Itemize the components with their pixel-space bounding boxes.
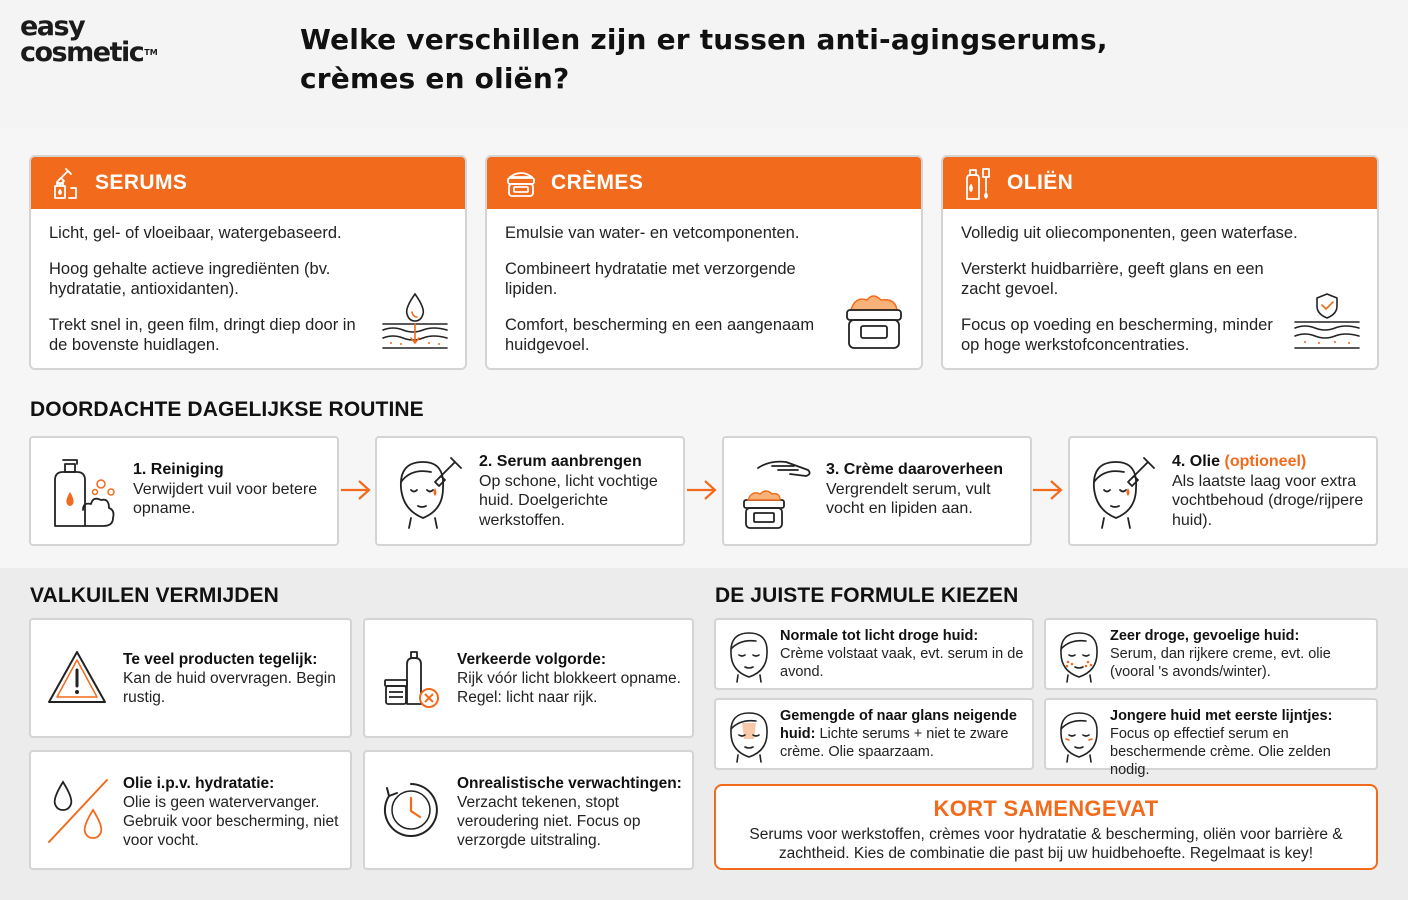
cremes-text-3: Comfort, bescherming en een aangenaam huidgevoel. — [505, 316, 815, 354]
pitfall-1-desc: Kan de huid overvragen. Begin rustig. — [123, 670, 336, 706]
routine-step-1 — [29, 436, 339, 546]
formula-4-desc: Focus op effectief serum en beschermende crème. Olie zelden nodig. — [1110, 726, 1331, 778]
serums-text-3: Trekt snel in, geen film, dringt diep door in de bovenste huidlagen. — [49, 316, 356, 354]
pitfall-card-2 — [363, 618, 694, 738]
formula-3-title: Gemengde of naar glans neigende huid: — [780, 708, 1017, 742]
page-title: Welke verschillen zijn er tussen anti-agingserums, crèmes en oliën? — [300, 23, 1108, 95]
pitfall-4-text — [457, 774, 684, 850]
routine-step-2 — [375, 436, 685, 546]
arrow-right-icon — [339, 478, 373, 502]
formula-1-desc: Crème volstaat vaak, evt. serum in de avond. — [780, 646, 1024, 680]
formula-card-1 — [714, 618, 1034, 690]
formula-1-title: Normale tot licht droge huid: — [780, 628, 979, 644]
olien-text-2: Versterkt huidbarrière, geeft glans en een zacht gevoel. — [961, 260, 1264, 298]
formula-title: DE JUISTE FORMULE KIEZEN — [715, 584, 1019, 607]
routine-step-2-title: 2. Serum aanbrengen — [479, 453, 642, 470]
formula-card-3 — [714, 698, 1034, 770]
formula-2-text — [1110, 627, 1372, 681]
formula-card-4 — [1044, 698, 1378, 778]
brand-logo[interactable] — [20, 11, 190, 68]
pitfall-3-desc: Olie is geen watervervanger. Gebruik voor bescherming, niet voor vocht. — [123, 794, 339, 849]
face-dropper-icon — [391, 452, 471, 532]
pitfall-card-3 — [29, 750, 352, 870]
serums-text-1: Licht, gel- of vloeibaar, watergebaseerd. — [49, 224, 342, 242]
pitfall-1-title: Te veel producten tegelijk: — [123, 651, 318, 668]
warning-icon — [45, 646, 109, 710]
face-combination-icon — [726, 709, 772, 763]
routine-step-4-optional: (optioneel) — [1224, 453, 1307, 470]
face-young-icon — [1056, 709, 1102, 763]
formula-3-text — [780, 707, 1028, 761]
arrow-right-icon — [685, 478, 719, 502]
olien-header — [943, 157, 1377, 209]
summary-box — [714, 784, 1378, 870]
cremes-text-2: Combineert hydratatie met verzorgende lipiden. — [505, 260, 796, 298]
formula-3-desc: Lichte serums + niet te zware crème. Olie spaarzaam. — [780, 726, 1009, 760]
formula-2-title: Zeer droge, gevoelige huid: — [1110, 628, 1300, 644]
cremes-title: CRÈMES — [551, 171, 644, 194]
wrong-order-icon — [379, 646, 443, 710]
formula-4-title: Jongere huid met eerste lijntjes: — [1110, 708, 1333, 724]
pitfall-3-title: Olie i.p.v. hydratatie: — [123, 775, 275, 792]
cremes-header — [487, 157, 921, 209]
routine-title: DOORDACHTE DAGELIJKSE ROUTINE — [30, 398, 424, 421]
olien-title: OLIËN — [1007, 171, 1074, 194]
pitfall-4-title: Onrealistische verwachtingen: — [457, 775, 682, 792]
serums-title: SERUMS — [95, 171, 188, 194]
serums-header — [31, 157, 465, 209]
pitfall-card-4 — [363, 750, 694, 870]
olien-card — [941, 155, 1379, 370]
cremes-card — [485, 155, 923, 370]
formula-2-desc: Serum, dan rijkere creme, evt. olie (vooral 's avonds/winter). — [1110, 646, 1331, 680]
brand-line-1: easy — [20, 11, 85, 42]
hand-cream-jar-icon — [738, 452, 818, 532]
shield-skin-barrier-icon — [1291, 290, 1363, 354]
trademark: TM — [144, 48, 158, 57]
dropper-bottle-icon — [49, 166, 81, 200]
routine-step-2-text — [479, 452, 673, 530]
arrow-right-icon — [1031, 478, 1065, 502]
routine-step-4-text — [1172, 452, 1366, 530]
pitfall-4-desc: Verzacht tekenen, stopt veroudering niet. Focus op verzorgde uitstraling. — [457, 794, 641, 849]
formula-card-2 — [1044, 618, 1378, 690]
drops-crossed-icon — [45, 776, 113, 846]
routine-step-4-desc: Als laatste laag voor extra vochtbehoud (droge/rijpere huid). — [1172, 472, 1364, 529]
routine-step-4-title: 4. Olie — [1172, 453, 1221, 470]
routine-step-3-title: 3. Crème daaroverheen — [826, 461, 1003, 478]
cleanser-pump-icon — [45, 452, 125, 532]
routine-step-1-text — [133, 460, 327, 519]
routine-step-2-desc: Op schone, licht vochtige huid. Doelgerichte werkstoffen. — [479, 472, 658, 529]
routine-step-3-text — [826, 460, 1020, 519]
face-dropper-icon — [1084, 452, 1164, 532]
oil-bottle-icon — [961, 165, 993, 201]
cremes-text-1: Emulsie van water- en vetcomponenten. — [505, 224, 800, 242]
pitfall-1-text — [123, 650, 342, 707]
pitfall-3-text — [123, 774, 342, 850]
clock-icon — [379, 778, 443, 842]
pitfall-2-title: Verkeerde volgorde: — [457, 651, 607, 668]
routine-step-1-desc: Verwijdert vuil voor betere opname. — [133, 480, 318, 517]
routine-step-1-title: 1. Reiniging — [133, 461, 224, 478]
summary-text: Serums voor werkstoffen, crèmes voor hydratatie & bescherming, oliën voor barrière & zachtheid. Kies de combinatie die past bij uw huidbehoefte. Regelmaat is key! — [749, 826, 1343, 862]
summary-title: KORT SAMENGEVAT — [933, 796, 1159, 821]
cream-jar-icon — [505, 168, 537, 198]
pitfall-2-text — [457, 650, 684, 707]
face-sensitive-icon — [1056, 629, 1102, 683]
olien-text-3: Focus op voeding en bescherming, minder op hoge werkstofconcentraties. — [961, 316, 1273, 354]
formula-1-text — [780, 627, 1028, 681]
serums-text-2: Hoog gehalte actieve ingrediënten (bv. hydratatie, antioxidanten). — [49, 260, 331, 298]
formula-4-text — [1110, 707, 1372, 779]
drop-skin-layers-icon — [379, 290, 451, 354]
olien-text-1: Volledig uit oliecomponenten, geen waterfase. — [961, 224, 1298, 242]
face-normal-icon — [726, 629, 772, 683]
serums-card — [29, 155, 467, 370]
routine-step-3-desc: Vergrendelt serum, vult vocht en lipiden aan. — [826, 480, 991, 517]
routine-step-3 — [722, 436, 1032, 546]
pitfall-card-1 — [29, 618, 352, 738]
brand-line-2: cosmetic — [20, 37, 144, 68]
pitfalls-title: VALKUILEN VERMIJDEN — [30, 584, 279, 607]
routine-step-4 — [1068, 436, 1378, 546]
open-cream-jar-icon — [841, 292, 907, 354]
pitfall-2-desc: Rijk vóór licht blokkeert opname. Regel: licht naar rijk. — [457, 670, 681, 706]
